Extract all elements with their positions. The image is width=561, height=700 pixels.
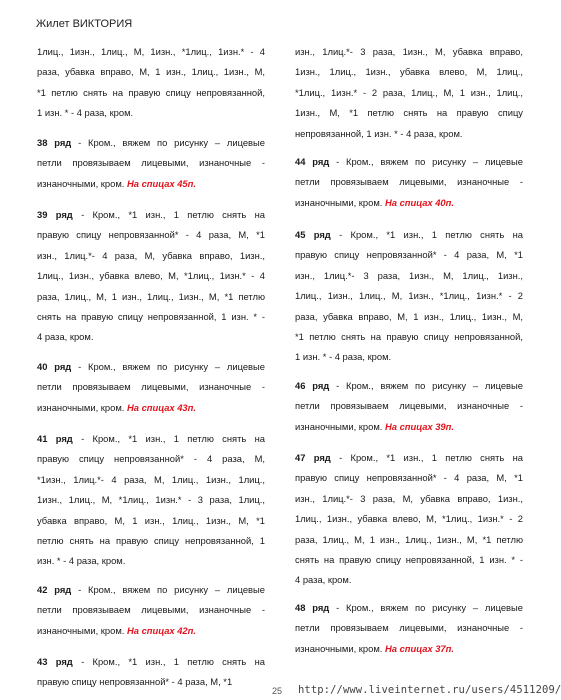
page-number: 25 [272, 686, 283, 696]
text-segment: правую спицу непровязанной* - 4 раза, М, *1 [295, 472, 523, 484]
row-label: 41 ряд [37, 433, 73, 444]
text-segment: - Кром., *1 изн., 1 петлю снять на [72, 433, 265, 444]
text-line [37, 652, 265, 672]
text-line [37, 42, 265, 62]
text-segment: петли провязываем лицевыми, изнаночные - [295, 176, 523, 188]
text-segment: изн., 1лиц.*- 3 раза, 1изн., М, убавка вправо, [295, 46, 523, 57]
text-line [37, 246, 265, 266]
text-line [295, 396, 523, 416]
text-segment: правую спицу непровязанной* - 4 раза, М, [37, 453, 265, 465]
row-label: 43 ряд [37, 656, 73, 667]
text-line [295, 509, 523, 529]
text-segment: непровязанной, 1 изн. * - 4 раза, кром. [295, 127, 463, 139]
text-segment: раза, убавка вправо, М, 1 изн., 1лиц., 1изн., М, [37, 66, 265, 78]
row-label: 45 ряд [295, 229, 331, 240]
text-line [37, 133, 265, 153]
paragraph [295, 42, 523, 144]
watermark-url: http://www.liveinternet.ru/users/4511209/ [298, 684, 561, 696]
text-line [37, 62, 265, 82]
text-line [295, 83, 523, 103]
text-line [37, 429, 265, 449]
text-segment: петли провязываем лицевыми, изнаночные - [37, 381, 265, 393]
text-line [295, 62, 523, 82]
text-line [37, 266, 265, 286]
text-segment: 1лиц., 1изн., убавка влево, М, *1лиц., 1изн.* - 2 [295, 513, 523, 525]
text-line [295, 347, 523, 367]
text-segment: *1изн., 1лиц.*- 4 раза, М, 1лиц., 1изн., 1лиц., [37, 473, 265, 485]
text-segment: петли провязываем лицевыми, изнаночные - [295, 400, 523, 412]
text-line [37, 398, 265, 418]
text-segment: петли провязываем лицевыми, изнаночные - [295, 622, 523, 634]
text-line [37, 511, 265, 531]
text-line [295, 42, 523, 62]
text-line [295, 245, 523, 265]
text-line [37, 600, 265, 620]
text-segment: 1изн., 1лиц., 1изн., убавка влево, М, 1лиц., [295, 66, 523, 78]
text-segment: изнаночными, кром. [295, 642, 385, 654]
text-line [295, 286, 523, 306]
text-line [37, 287, 265, 307]
page-header-title: Жилет ВИКТОРИЯ [36, 18, 133, 30]
text-line [295, 124, 523, 144]
paragraph [37, 429, 265, 572]
text-line [295, 103, 523, 123]
text-segment: 1 изн. * - 4 раза, кром. [37, 107, 134, 119]
text-segment: - Кром., вяжем по рисунку – лицевые [71, 137, 265, 148]
text-line [295, 530, 523, 550]
row-label: 42 ряд [37, 584, 72, 595]
text-segment: 1лиц., 1изн., 1лиц., М, 1изн., *1лиц., 1изн.* - 4 [37, 46, 265, 57]
text-segment: раза, 1лиц., М, 1 изн., 1лиц., 1изн., М, *1 петлю [37, 290, 265, 302]
text-line [295, 489, 523, 509]
paragraph [37, 133, 265, 194]
row-label: 39 ряд [37, 209, 73, 220]
text-line [37, 470, 265, 490]
text-line [37, 174, 265, 194]
text-segment: - Кром., вяжем по рисунку – лицевые [71, 361, 265, 372]
text-line [37, 225, 265, 245]
text-segment: снять на правую спицу непровязанной, 1 изн. * - [295, 554, 523, 566]
text-line [295, 266, 523, 286]
paragraph [37, 42, 265, 124]
stitch-count: На спицах 42п. [127, 624, 196, 636]
stitch-count: На спицах 43п. [127, 401, 196, 413]
text-line [37, 449, 265, 469]
text-line [295, 639, 523, 659]
text-segment: 1 изн. * - 4 раза, кром. [295, 351, 392, 363]
text-segment: 4 раза, кром. [37, 331, 94, 343]
text-segment: - Кром., вяжем по рисунку – лицевые [329, 156, 523, 167]
text-line [295, 417, 523, 437]
text-segment: изнаночными, кром. [37, 401, 127, 413]
row-label: 38 ряд [37, 137, 72, 148]
text-segment: изнаночными, кром. [295, 420, 385, 432]
text-segment: 4 раза, кром. [295, 574, 352, 586]
text-segment: 1изн., 1лиц., М, *1лиц., 1изн.* - 3 раза, 1лиц., [37, 494, 265, 506]
text-line [37, 531, 265, 551]
text-line [37, 357, 265, 377]
row-label: 46 ряд [295, 380, 330, 391]
text-segment: изнаночными, кром. [37, 624, 127, 636]
text-line [295, 468, 523, 488]
text-segment: правую спицу непровязанной* - 4 раза, М, *1 [37, 676, 233, 688]
paragraph [37, 357, 265, 418]
text-segment: убавка вправо, М, 1 изн., 1лиц., 1изн., М, *1 [37, 514, 265, 526]
text-segment: петли провязываем лицевыми, изнаночные - [37, 157, 265, 169]
text-segment: изн., 1лиц.*- 3 раза, 1изн., М, 1лиц., 1изн., [295, 269, 523, 281]
text-segment: *1 петлю снять на правую спицу непровязанной, [295, 331, 523, 343]
paragraph [295, 448, 523, 591]
text-line [295, 225, 523, 245]
text-line [37, 490, 265, 510]
row-label: 47 ряд [295, 452, 331, 463]
text-segment: изнаночными, кром. [37, 177, 127, 189]
text-line [37, 153, 265, 173]
text-segment: изн. * - 4 раза, кром. [37, 555, 126, 567]
row-label: 48 ряд [295, 602, 330, 613]
stitch-count: На спицах 45п. [127, 177, 196, 189]
text-line [295, 327, 523, 347]
text-line [295, 152, 523, 172]
row-label: 44 ряд [295, 156, 330, 167]
text-segment: 1лиц., 1изн., убавка влево, М, *1лиц., 1изн.* - 4 [37, 270, 265, 282]
stitch-count: На спицах 39п. [385, 420, 454, 432]
paragraph [37, 652, 265, 693]
text-segment: - Кром., вяжем по рисунку – лицевые [329, 602, 523, 613]
text-segment: снять на правую спицу непровязанной, 1 изн. * - [37, 311, 265, 323]
text-segment: раза, убавка вправо, М, 1 изн., 1лиц., 1изн., М, [295, 310, 523, 322]
text-line [295, 376, 523, 396]
text-segment: правую спицу непровязанной* - 4 раза, М, *1 [295, 249, 523, 261]
text-segment: изн., 1лиц.*- 3 раза, М, убавка вправо, 1изн., [295, 492, 523, 504]
text-line [295, 570, 523, 590]
stitch-count: На спицах 37п. [385, 642, 454, 654]
text-segment: правую спицу непровязанной* - 4 раза, М, *1 [37, 229, 265, 241]
text-line [37, 551, 265, 571]
text-segment: петлю снять на правую спицу непровязанной, 1 [37, 535, 265, 547]
text-segment: - Кром., *1 изн., 1 петлю снять на [72, 656, 265, 667]
text-segment: - Кром., *1 изн., 1 петлю снять на [330, 452, 523, 463]
text-line [295, 307, 523, 327]
paragraph [295, 152, 523, 213]
text-line [37, 621, 265, 641]
paragraph [295, 376, 523, 437]
text-line [37, 83, 265, 103]
text-line [37, 580, 265, 600]
stitch-count: На спицах 40п. [385, 196, 454, 208]
paragraph [295, 225, 523, 368]
text-segment: *1 петлю снять на правую спицу непровязанной, [37, 86, 265, 98]
text-segment: - Кром., вяжем по рисунку – лицевые [71, 584, 265, 595]
text-line [37, 103, 265, 123]
row-label: 40 ряд [37, 361, 72, 372]
paragraph [37, 205, 265, 348]
text-segment: 1лиц., 1изн., 1лиц., М, 1изн., *1лиц., 1изн.* - 2 [295, 290, 523, 302]
text-segment: - Кром., *1 изн., 1 петлю снять на [72, 209, 265, 220]
text-segment: петли провязываем лицевыми, изнаночные - [37, 604, 265, 616]
paragraph [37, 580, 265, 641]
text-line [37, 672, 265, 692]
text-segment: 1изн., М, *1 петлю снять на правую спицу [295, 107, 523, 119]
text-segment: изн., 1лиц.*- 4 раза, М, убавка вправо, 1изн., [37, 249, 265, 261]
text-line [37, 377, 265, 397]
paragraph [295, 598, 523, 659]
text-line [295, 618, 523, 638]
text-line [37, 327, 265, 347]
text-segment: - Кром., вяжем по рисунку – лицевые [329, 380, 523, 391]
text-segment: - Кром., *1 изн., 1 петлю снять на [330, 229, 523, 240]
text-segment: *1лиц., 1изн.* - 2 раза, 1лиц., М, 1 изн., 1лиц., [295, 86, 523, 98]
text-line [295, 550, 523, 570]
text-line [295, 598, 523, 618]
text-line [295, 448, 523, 468]
text-segment: раза, 1лиц., М, 1 изн., 1лиц., 1изн., М, *1 петлю [295, 533, 523, 545]
text-line [295, 172, 523, 192]
text-segment: изнаночными, кром. [295, 196, 385, 208]
text-line [37, 205, 265, 225]
text-line [37, 307, 265, 327]
text-line [295, 193, 523, 213]
